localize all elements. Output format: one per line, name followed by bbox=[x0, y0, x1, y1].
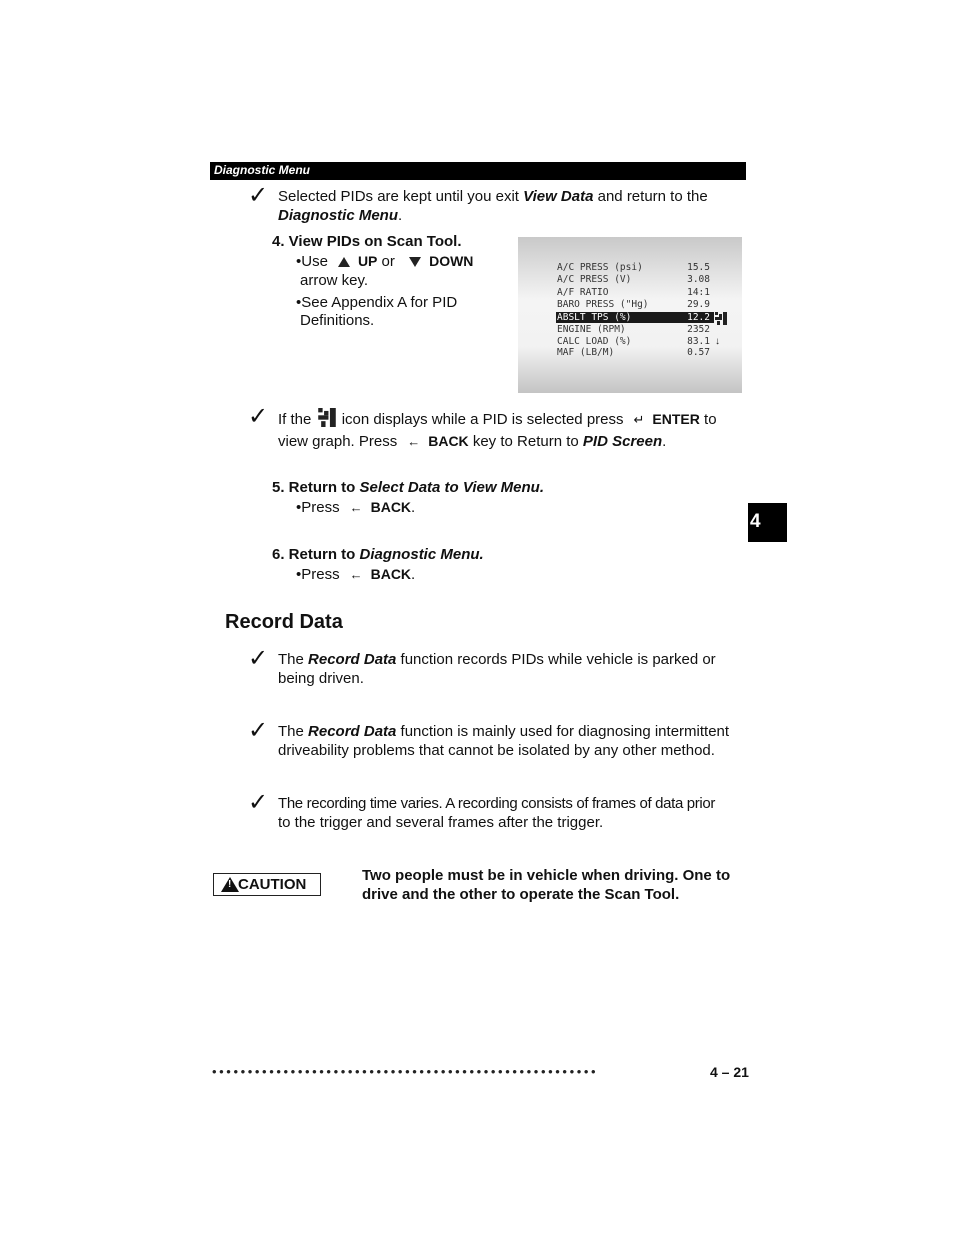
graph-icon bbox=[318, 408, 336, 432]
note-recording-time bbox=[278, 794, 753, 832]
chapter-tab bbox=[748, 503, 787, 542]
check-icon: ✓ bbox=[248, 181, 269, 209]
check-icon: ✓ bbox=[248, 788, 269, 816]
note-text: . bbox=[662, 433, 667, 450]
pid-label: BARO PRESS ("Hg) bbox=[557, 299, 649, 310]
pid-label: A/C PRESS (psi) bbox=[557, 262, 643, 273]
caution-label: CAUTION bbox=[238, 876, 307, 893]
pid-value: 15.5 bbox=[687, 262, 710, 273]
down-key-label: DOWN bbox=[429, 253, 474, 269]
diagnostic-menu-term: Diagnostic Menu. bbox=[359, 546, 484, 563]
pid-row bbox=[556, 336, 714, 347]
down-arrow-icon bbox=[409, 257, 421, 267]
pid-label: ENGINE (RPM) bbox=[557, 324, 626, 335]
arrow-key-text: arrow key. bbox=[300, 272, 369, 289]
pid-label: MAF (LB/M) bbox=[557, 347, 615, 358]
note-pids-kept bbox=[278, 187, 748, 225]
record-data-term: Record Data bbox=[308, 651, 397, 668]
step-4-title: 4. View PIDs on Scan Tool. bbox=[272, 233, 462, 250]
back-arrow-icon: ← bbox=[407, 434, 421, 449]
select-data-menu-term: Select Data to View Menu. bbox=[359, 479, 545, 496]
warning-exclamation: ! bbox=[228, 879, 232, 890]
pid-row-selected bbox=[556, 312, 714, 323]
note-text: to the trigger and several frames after the trigger. bbox=[278, 814, 604, 831]
caution-text bbox=[362, 866, 752, 904]
up-arrow-icon bbox=[338, 257, 350, 267]
diagnostic-menu-term: Diagnostic Menu bbox=[278, 207, 399, 224]
note-text: function is mainly used for diagnosing intermittent bbox=[396, 723, 730, 740]
footer-dot-leader: •••••••••••••••••••••••••••••••••••••••••••••••••••••• bbox=[212, 1064, 599, 1079]
press-text: •Press bbox=[296, 566, 340, 583]
pid-row bbox=[556, 274, 714, 285]
step-5-title-text: 5. Return to bbox=[272, 479, 360, 496]
back-key-label: BACK bbox=[370, 566, 412, 582]
pid-value: 2352 bbox=[687, 324, 710, 335]
pid-row bbox=[556, 287, 714, 298]
caution-badge bbox=[213, 873, 321, 896]
view-data-term: View Data bbox=[523, 188, 594, 205]
pid-label: A/F RATIO bbox=[557, 287, 609, 298]
caution-line: drive and the other to operate the Scan Tool. bbox=[362, 886, 680, 903]
scroll-down-icon: ↓ bbox=[715, 336, 720, 347]
pid-value: 12.2 bbox=[687, 312, 710, 323]
pid-value: 3.08 bbox=[687, 274, 710, 285]
graph-icon bbox=[715, 312, 727, 328]
pid-label: CALC LOAD (%) bbox=[557, 336, 632, 347]
step-6-title bbox=[272, 545, 484, 564]
back-arrow-icon: ← bbox=[349, 567, 363, 582]
pid-row bbox=[556, 347, 714, 358]
definitions-text: Definitions. bbox=[300, 312, 375, 329]
pid-row bbox=[556, 324, 714, 335]
note-text: The bbox=[278, 723, 309, 740]
back-key-label: BACK bbox=[370, 499, 412, 515]
pid-value: 29.9 bbox=[687, 299, 710, 310]
note-graph-view bbox=[278, 408, 748, 451]
record-data-term: Record Data bbox=[308, 723, 397, 740]
note-text: If the bbox=[278, 411, 312, 428]
step-6-press-line bbox=[296, 565, 415, 584]
pid-row bbox=[556, 262, 714, 273]
section-header-label: Diagnostic Menu bbox=[214, 163, 311, 177]
see-appendix-text: •See Appendix A for PID bbox=[296, 294, 458, 311]
caution-line: Two people must be in vehicle when driving. One to bbox=[362, 867, 731, 884]
note-text: to bbox=[704, 411, 717, 428]
step-4-use-line bbox=[296, 252, 473, 271]
note-record-purpose bbox=[278, 650, 748, 688]
page-number: 4 – 21 bbox=[710, 1064, 749, 1080]
pid-value: 83.1 bbox=[687, 336, 710, 347]
note-text: The recording time varies. A recording consists of frames of data prior bbox=[278, 795, 716, 812]
note-text: The bbox=[278, 651, 309, 668]
pid-label: A/C PRESS (V) bbox=[557, 274, 632, 285]
note-text: key to Return to bbox=[468, 433, 583, 450]
period-text: . bbox=[411, 566, 416, 583]
note-text: and return to the bbox=[593, 188, 708, 205]
pid-label: ABSLT TPS (%) bbox=[557, 312, 632, 323]
up-key-label: UP bbox=[357, 253, 378, 269]
note-text: . bbox=[398, 207, 403, 224]
note-text: function records PIDs while vehicle is parked or bbox=[396, 651, 716, 668]
step-5-press-line bbox=[296, 498, 415, 517]
check-icon: ✓ bbox=[248, 402, 269, 430]
pid-value: 14:1 bbox=[687, 287, 710, 298]
enter-key-icon: ↵ bbox=[633, 412, 645, 427]
enter-key-label: ENTER bbox=[652, 411, 700, 427]
section-header-bar bbox=[210, 162, 746, 180]
note-text: driveability problems that cannot be isolated by any other method. bbox=[278, 742, 715, 759]
back-arrow-icon: ← bbox=[349, 500, 363, 515]
step-6-title-text: 6. Return to bbox=[272, 546, 360, 563]
period-text: . bbox=[411, 499, 416, 516]
check-icon: ✓ bbox=[248, 716, 269, 744]
note-text: view graph. Press bbox=[278, 433, 398, 450]
scan-tool-screen bbox=[518, 237, 742, 393]
chapter-number: 4 bbox=[750, 511, 761, 532]
record-data-heading: Record Data bbox=[225, 611, 343, 633]
back-key-label: BACK bbox=[428, 433, 469, 449]
note-text: Selected PIDs are kept until you exit bbox=[278, 188, 524, 205]
use-text: •Use bbox=[296, 253, 328, 270]
pid-row bbox=[556, 299, 714, 310]
or-text: or bbox=[377, 253, 400, 270]
note-text: being driven. bbox=[278, 670, 364, 687]
pid-value: 0.57 bbox=[687, 347, 710, 358]
press-text: •Press bbox=[296, 499, 340, 516]
note-text: icon displays while a PID is selected press bbox=[341, 411, 624, 428]
note-record-usage bbox=[278, 722, 753, 760]
step-5-title bbox=[272, 478, 544, 497]
check-icon: ✓ bbox=[248, 644, 269, 672]
pid-screen-term: PID Screen bbox=[582, 433, 663, 450]
